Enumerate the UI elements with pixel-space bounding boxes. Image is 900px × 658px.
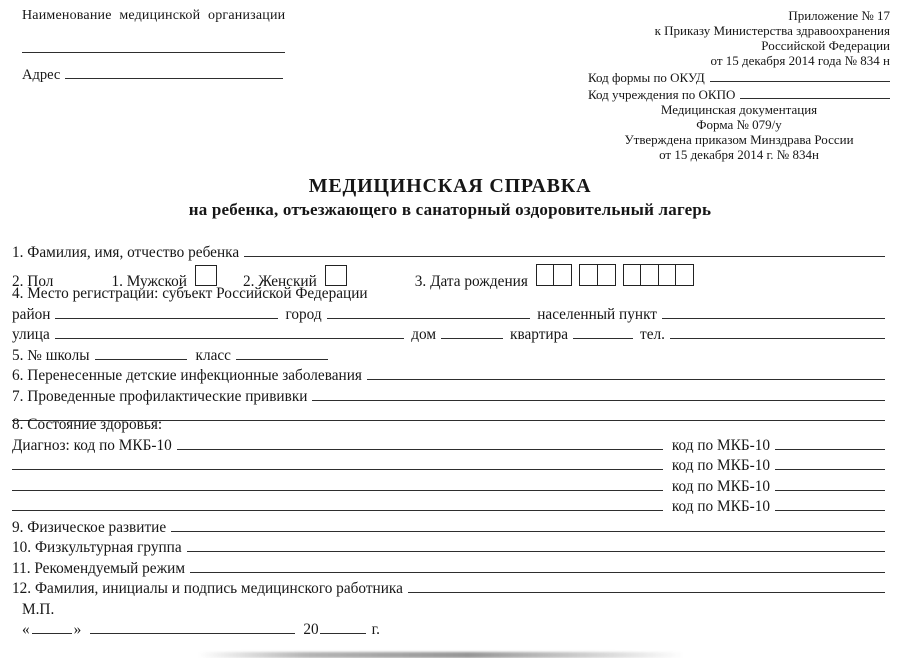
dob-cell[interactable] — [579, 264, 598, 286]
female-checkbox[interactable] — [325, 265, 347, 286]
document-title — [0, 175, 900, 222]
doctor-label: 12. Фамилия, инициалы и подпись медицинского работника — [12, 580, 403, 597]
field-icd-row — [12, 497, 885, 518]
icd-code-label: код по МКБ-10 — [671, 457, 770, 474]
fio-label: 1. Фамилия, имя, отчество ребенка — [12, 244, 240, 261]
district-blank-line[interactable] — [55, 305, 278, 319]
phone-blank-line[interactable] — [670, 325, 885, 339]
district-label: район — [12, 305, 51, 323]
dob-cell[interactable] — [640, 264, 659, 286]
infections-label: 6. Перенесенные детские инфекционные заболевания — [12, 367, 362, 384]
physical-blank-line[interactable] — [171, 518, 885, 532]
approved-date-label: от 15 декабря 2014 г. № 834н — [659, 147, 819, 162]
apartment-label: квартира — [510, 326, 569, 343]
icd-code-label: код по МКБ-10 — [671, 498, 770, 515]
dob-year-boxes — [623, 264, 695, 286]
quote-close: » — [73, 621, 82, 638]
dob-cell[interactable] — [675, 264, 694, 286]
scan-edge-artifact — [0, 652, 900, 658]
okud-code-label: Код формы по ОКУД — [588, 70, 705, 85]
dob-cell[interactable] — [553, 264, 572, 286]
health-label: 8. Состояние здоровья: — [12, 416, 163, 433]
field-fio-row — [12, 243, 885, 264]
field-school-row — [12, 346, 885, 367]
icd-code-label: код по МКБ-10 — [671, 436, 770, 454]
male-label: 1. Мужской — [111, 272, 187, 290]
month-blank-line[interactable] — [90, 620, 295, 634]
field-street-row — [12, 325, 885, 346]
regimen-label: 11. Рекомендуемый режим — [12, 559, 186, 577]
dob-cell[interactable] — [623, 264, 642, 286]
org-name-label: Наименование медицинской организации — [22, 8, 286, 23]
male-checkbox[interactable] — [195, 265, 217, 286]
vaccinations-continuation-row — [12, 407, 885, 415]
diagnosis-blank-line[interactable] — [12, 456, 663, 470]
physical-label: 9. Физическое развитие — [12, 518, 167, 536]
field-icd-row — [12, 456, 885, 477]
header-left-block — [22, 8, 314, 162]
med-doc-label: Медицинская документация — [660, 102, 818, 117]
icd-code-blank-line[interactable] — [775, 477, 885, 491]
field-sport-group-row — [12, 538, 885, 559]
date-row — [22, 620, 885, 641]
city-blank-line[interactable] — [327, 305, 531, 319]
dob-cell[interactable] — [536, 264, 555, 286]
sex-label: 2. Пол — [12, 272, 54, 290]
street-label: улица — [12, 326, 50, 343]
class-blank-line[interactable] — [236, 346, 328, 360]
org-name-blank-line[interactable] — [22, 51, 285, 53]
icd-code-blank-line[interactable] — [775, 436, 885, 450]
title-main: МЕДИЦИНСКАЯ СПРАВКА — [308, 175, 592, 197]
quote-open: « — [22, 621, 30, 638]
okpo-code-label: Код учреждения по ОКПО — [588, 87, 736, 102]
settlement-label: населенный пункт — [537, 305, 657, 323]
school-label: 5. № школы — [12, 346, 90, 364]
day-blank-line[interactable] — [32, 620, 72, 634]
year-suffix: г. — [371, 621, 380, 638]
field-infections-row — [12, 366, 885, 387]
okpo-code-blank-line[interactable] — [740, 85, 890, 99]
dob-cell[interactable] — [658, 264, 677, 286]
dob-boxes — [536, 264, 695, 286]
stamp-row — [22, 600, 885, 621]
field-sex-dob-row — [12, 264, 885, 290]
icd-code-blank-line[interactable] — [775, 456, 885, 470]
regimen-blank-line[interactable] — [190, 559, 885, 573]
form-body — [0, 243, 900, 641]
phone-label: тел. — [640, 326, 665, 343]
female-label: 2. Женский — [242, 272, 317, 290]
house-label: дом — [411, 326, 437, 343]
infections-blank-line[interactable] — [367, 366, 885, 380]
diagnosis-blank-line[interactable] — [177, 436, 663, 450]
sport-group-blank-line[interactable] — [187, 538, 885, 552]
vaccinations-label: 7. Проведенные профилактические прививки — [12, 387, 308, 405]
street-blank-line[interactable] — [55, 325, 404, 339]
sport-group-label: 10. Физкультурная группа — [12, 539, 182, 556]
dob-month-boxes — [579, 264, 616, 286]
year-prefix: 20 — [303, 621, 319, 638]
doctor-blank-line[interactable] — [408, 579, 885, 593]
title-subtitle: на ребенка, отъезжающего в санаторный оздоровительный лагерь — [188, 200, 712, 219]
diagnosis-blank-line[interactable] — [12, 477, 663, 491]
school-blank-line[interactable] — [95, 346, 187, 360]
dob-cell[interactable] — [597, 264, 616, 286]
class-label: класс — [195, 346, 231, 364]
year-blank-line[interactable] — [320, 620, 366, 634]
okud-code-blank-line[interactable] — [710, 68, 890, 82]
field-regimen-row — [12, 559, 885, 580]
vaccinations-blank-line[interactable] — [312, 387, 885, 401]
settlement-blank-line[interactable] — [662, 305, 885, 319]
header-right-block — [588, 8, 890, 162]
field-physical-row — [12, 518, 885, 539]
federation-line: Российской Федерации — [761, 38, 890, 53]
registration-label: 4. Место регистрации: субъект Российской Федерации — [12, 285, 368, 302]
field-district-city-row — [12, 305, 885, 326]
order-line: к Приказу Министерства здравоохранения — [654, 23, 890, 38]
house-blank-line[interactable] — [441, 325, 503, 339]
approved-label: Утверждена приказом Минздрава России — [624, 132, 854, 147]
field-icd-row — [12, 477, 885, 498]
diagnosis-label: Диагноз: код по МКБ-10 — [12, 436, 172, 454]
icd-code-label: код по МКБ-10 — [671, 477, 770, 495]
diagnosis-blank-line[interactable] — [12, 497, 663, 511]
city-label: город — [285, 305, 322, 323]
stamp-label: М.П. — [22, 600, 55, 618]
form-number-label: Форма № 079/у — [696, 117, 782, 132]
field-diagnosis-row — [12, 436, 885, 457]
fio-blank-line[interactable] — [244, 243, 885, 257]
appendix-line: Приложение № 17 — [788, 8, 890, 23]
header — [0, 0, 900, 162]
dob-day-boxes — [536, 264, 573, 286]
address-blank-line[interactable] — [65, 65, 283, 79]
field-doctor-row — [12, 579, 885, 600]
address-label: Адрес — [22, 67, 61, 83]
icd-code-blank-line[interactable] — [775, 497, 885, 511]
field-vaccinations-row — [12, 387, 885, 408]
order-date-line: от 15 декабря 2014 года № 834 н — [710, 53, 890, 68]
dob-label: 3. Дата рождения — [414, 272, 528, 290]
apartment-blank-line[interactable] — [573, 325, 633, 339]
